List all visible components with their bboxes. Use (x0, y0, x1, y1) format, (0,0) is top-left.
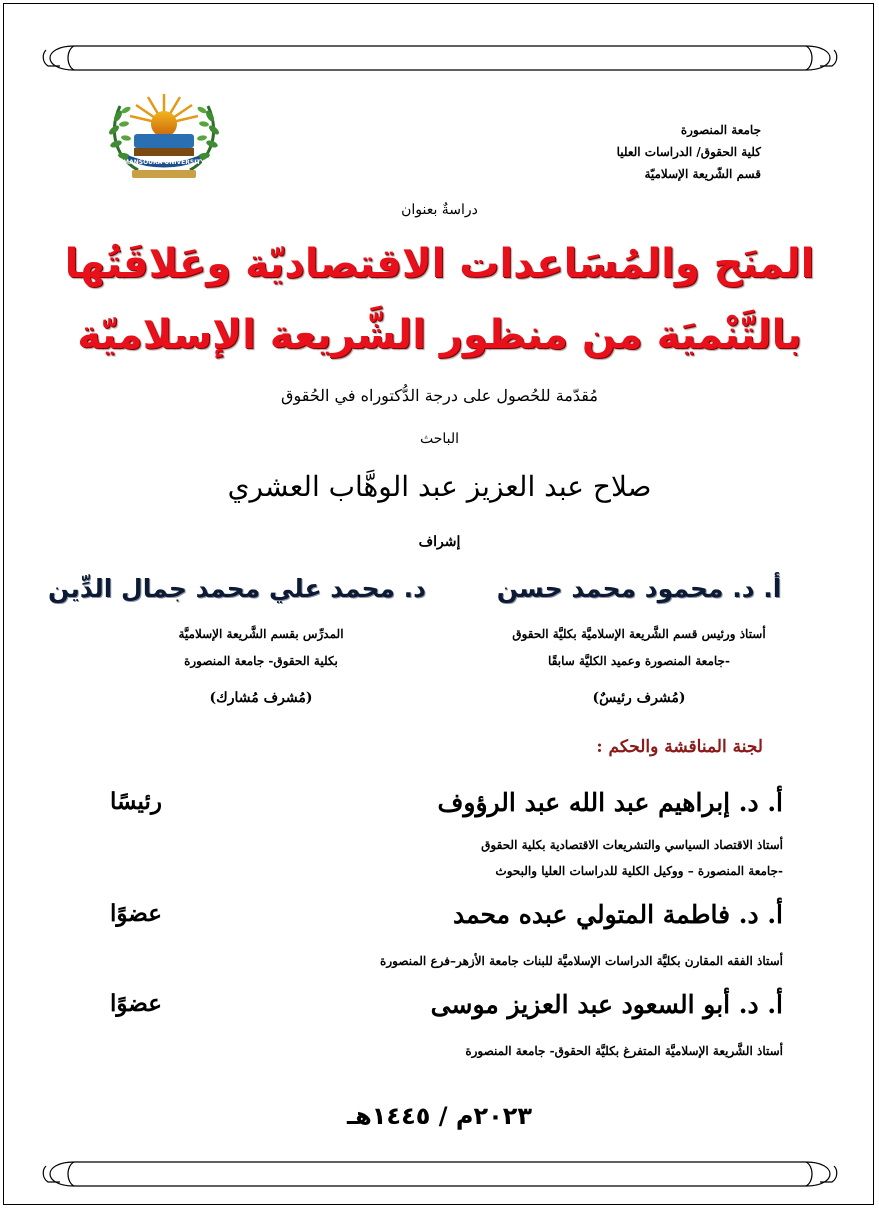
seal-ribbon (132, 170, 196, 178)
main-supervisor-role: (مُشرف رئيسٌ) (592, 690, 686, 706)
main-supervisor-title: أستاذ ورئيس قسم الشَّريعة الإسلاميَّة بكليَّة الحقوق (512, 627, 766, 641)
co-supervisor-role: (مُشرف مُشارك) (209, 690, 313, 706)
thesis-title-line-1: المنَح والمُسَاعدات الاقتصاديّة وعَلاقَتُها (64, 241, 815, 287)
committee-member-name: أ. د. أبو السعود عبد العزيز موسى (430, 990, 783, 1019)
submission-date: ٢٠٢٣م / ١٤٤٥هـ (346, 1102, 533, 1130)
university-name: جامعة المنصورة (680, 123, 761, 137)
committee-member-desc: أستاذ الاقتصاد السياسي والتشريعات الاقتصادية بكلية الحقوق (481, 838, 783, 852)
department-name: قسم الشّريعة الإسلاميّة (644, 167, 761, 181)
faculty-name: كلية الحقوق/ الدراسات العليا (616, 145, 761, 159)
committee-member-desc: -جامعة المنصورة – ووكيل الكلية للدراسات العليا والبحوث (495, 864, 783, 878)
committee-member-name: أ. د. فاطمة المتولي عبده محمد (452, 900, 783, 929)
top-scroll-ornament (40, 36, 840, 80)
main-supervisor-name: أ. د. محمود محمد حسن (496, 574, 782, 603)
researcher-label: الباحث (419, 431, 460, 447)
study-label: دراسةٌ بعنوان (401, 202, 478, 218)
committee-member-role: رئيسًا (110, 788, 162, 815)
degree-subtitle: مُقدّمة للحُصول على درجة الدُّكتوراه في الحُقوق (281, 386, 598, 405)
institution-header (501, 119, 761, 185)
co-supervisor-title: المدرِّس بقسم الشَّريعة الإسلاميَّة (178, 627, 344, 641)
committee-member-role: عضوًا (110, 900, 162, 927)
seal-text: MANSOURA UNIVERSITY (123, 159, 205, 166)
mansoura-university-seal (98, 88, 230, 180)
water-band (134, 134, 194, 148)
committee-member-desc: أستاذ الفقه المقارن بكليَّة الدراسات الإسلاميَّة للبنات جامعة الأزهر–فرع المنصورة (380, 954, 783, 968)
co-supervisor-name: د. محمد علي محمد جمال الدِّين (48, 574, 426, 603)
supervision-label: إشراف (418, 534, 461, 550)
sun-disc (151, 111, 177, 137)
earth-band (134, 148, 194, 156)
thesis-title-line-2: بالتَّنْميَة من منظور الشَّريعة الإسلاميّة (77, 312, 802, 358)
committee-title: لجنة المناقشة والحكم : (596, 737, 763, 757)
main-supervisor-affiliation: -جامعة المنصورة وعميد الكليَّة سابقًا (548, 654, 730, 668)
researcher-name: صلاح عبد العزيز عبد الوهَّاب العشري (227, 470, 652, 503)
committee-member-name: أ. د. إبراهيم عبد الله عبد الرؤوف (437, 788, 783, 817)
bottom-scroll-ornament (40, 1152, 840, 1196)
co-supervisor-affiliation: بكلية الحقوق- جامعة المنصورة (184, 654, 338, 668)
committee-member-desc: أستاذ الشَّريعة الإسلاميَّة المتفرغ بكليَّة الحقوق- جامعة المنصورة (465, 1044, 783, 1058)
committee-member-role: عضوًا (110, 990, 162, 1017)
